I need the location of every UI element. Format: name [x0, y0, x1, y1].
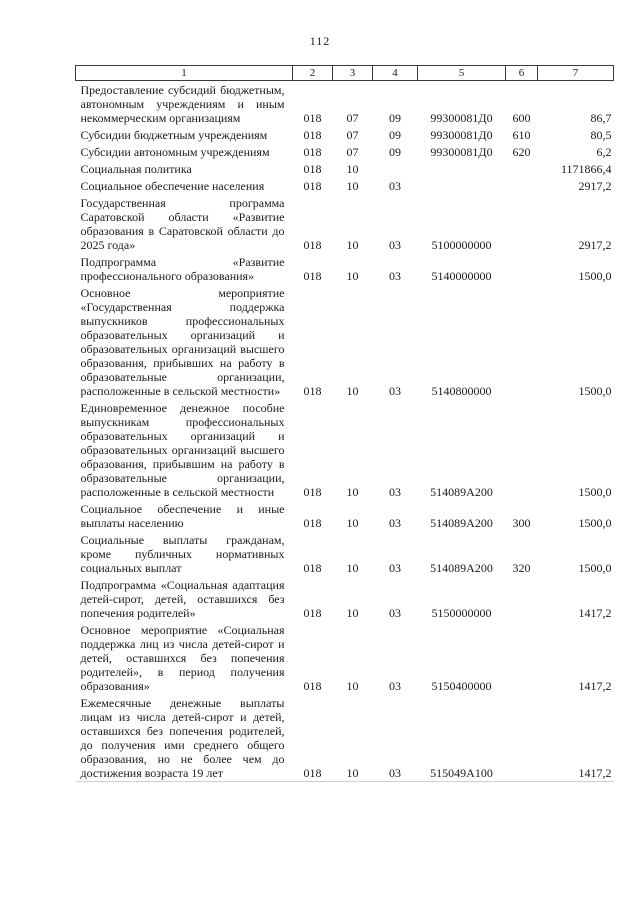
row-value-col4: 03	[389, 269, 401, 283]
row-description: Социальное обеспечение населения	[80, 179, 265, 193]
row-description: Предоставление субсидий бюджетным, автономным учреждениям и иным некоммерческим организациям	[80, 83, 285, 125]
table-row	[76, 284, 614, 399]
row-value-col2: 018	[303, 111, 322, 125]
row-value-col6: 600	[512, 111, 531, 125]
row-description: Субсидии автономным учреждениям	[80, 145, 270, 159]
row-value-col7: 1417,2	[578, 679, 612, 693]
row-value-col7: 1500,0	[578, 516, 612, 530]
row-value-col7: 2917,2	[578, 238, 612, 252]
row-value-col7: 1417,2	[578, 766, 612, 780]
row-value-col5	[418, 160, 506, 177]
row-value-col3: 10	[346, 561, 359, 575]
row-value-col6	[506, 576, 538, 621]
row-value-col2: 018	[303, 238, 322, 252]
row-value-col2: 018	[303, 179, 322, 193]
row-value-col3: 10	[346, 766, 359, 780]
row-value-col5: 5100000000	[431, 238, 492, 252]
row-value-col6: 610	[512, 128, 531, 142]
row-description: Социальные выплаты гражданам, кроме публичных нормативных социальных выплат	[80, 533, 285, 575]
row-value-col4	[373, 160, 418, 177]
row-value-col2: 018	[303, 269, 322, 283]
table-row	[76, 177, 614, 194]
row-value-col3: 10	[346, 485, 359, 499]
row-value-col4: 03	[389, 384, 401, 398]
row-value-col7: 1417,2	[578, 606, 612, 620]
row-value-col6: 320	[512, 561, 531, 575]
row-value-col4: 03	[389, 238, 401, 252]
row-value-col5: 514089А200	[430, 561, 493, 575]
table-row	[76, 694, 614, 782]
page-number: 112	[309, 34, 331, 48]
header-cell-col6: 6	[506, 66, 538, 81]
row-value-col5: 515049А100	[430, 766, 493, 780]
row-value-col5: 5150000000	[431, 606, 492, 620]
row-value-col6: 300	[512, 516, 531, 530]
row-value-col5: 5140800000	[431, 384, 492, 398]
table-row	[76, 143, 614, 160]
row-value-col3: 07	[346, 128, 359, 142]
table-row	[76, 81, 614, 127]
table-row	[76, 399, 614, 500]
row-value-col3: 10	[346, 238, 359, 252]
row-value-col6	[506, 694, 538, 782]
row-value-col5: 99300081Д0	[430, 128, 493, 142]
row-description: Социальное обеспечение и иные выплаты населению	[80, 502, 285, 530]
table-row	[76, 253, 614, 284]
row-description: Подпрограмма «Развитие профессионального образования»	[80, 255, 285, 283]
row-description: Основное мероприятие «Социальная поддержка лиц из числа детей-сирот и детей, оставшихся без попечения родителей», в период получения образования»	[80, 623, 285, 693]
row-description: Ежемесячные денежные выплаты лицам из числа детей-сирот и детей, оставшихся без попечения родителей, до получения ими среднего общего образования, но не более чем до достижения возраста 19 лет	[80, 696, 285, 780]
header-cell-col1: 1	[76, 66, 293, 81]
table-row	[76, 126, 614, 143]
row-value-col7: 1171866,4	[560, 162, 612, 176]
table-row	[76, 531, 614, 576]
row-value-col2: 018	[303, 766, 322, 780]
table-body	[76, 81, 614, 782]
header-cell-col5: 5	[418, 66, 506, 81]
row-value-col3: 10	[346, 606, 359, 620]
row-value-col5: 5140000000	[431, 269, 492, 283]
row-value-col4: 03	[389, 606, 401, 620]
row-value-col3: 07	[346, 111, 359, 125]
row-value-col7: 80,5	[590, 128, 612, 142]
row-value-col4: 09	[389, 145, 401, 159]
row-value-col7: 1500,0	[578, 384, 612, 398]
row-value-col4: 03	[389, 766, 401, 780]
row-value-col3: 10	[346, 179, 359, 193]
header-cell-col7: 7	[538, 66, 614, 81]
row-value-col7: 6,2	[596, 145, 612, 159]
row-value-col3: 10	[346, 384, 359, 398]
row-value-col2: 018	[303, 384, 322, 398]
row-value-col2: 018	[303, 162, 322, 176]
table-row	[76, 621, 614, 694]
header-cell-col3: 3	[333, 66, 373, 81]
row-value-col6	[506, 177, 538, 194]
row-value-col6	[506, 253, 538, 284]
row-value-col5	[418, 177, 506, 194]
row-value-col3: 10	[346, 516, 359, 530]
row-value-col5: 99300081Д0	[430, 111, 493, 125]
row-value-col4: 03	[389, 561, 401, 575]
row-value-col4: 03	[389, 679, 401, 693]
row-value-col7: 1500,0	[578, 561, 612, 575]
row-value-col6	[506, 621, 538, 694]
row-value-col7: 2917,2	[578, 179, 612, 193]
row-value-col3: 10	[346, 162, 359, 176]
row-description: Государственная программа Саратовской области «Развитие образования в Саратовской области до 2025 года»	[80, 196, 285, 252]
table-header-row	[76, 66, 614, 81]
row-description: Единовременное денежное пособие выпускникам профессиональных образовательных организаций и образовательных организаций высшего образования, прибывшим на работу в образовательные организации, расположенные в сельской местности	[80, 401, 285, 499]
row-value-col5: 514089А200	[430, 485, 493, 499]
row-value-col5: 514089А200	[430, 516, 493, 530]
row-description: Субсидии бюджетным учреждениям	[80, 128, 268, 142]
header-cell-col2: 2	[293, 66, 333, 81]
row-description: Основное мероприятие «Государственная поддержка выпускников профессиональных образовательных организаций и образовательных организаций высшего образования, прибывших на работу в образовательные организации, расположенные в сельской местности»	[80, 286, 285, 398]
row-value-col7: 1500,0	[578, 485, 612, 499]
row-value-col2: 018	[303, 128, 322, 142]
row-value-col2: 018	[303, 606, 322, 620]
header-cell-col4: 4	[373, 66, 418, 81]
row-value-col3: 10	[346, 269, 359, 283]
row-value-col6: 620	[512, 145, 531, 159]
row-value-col3: 10	[346, 679, 359, 693]
row-value-col6	[506, 160, 538, 177]
row-value-col4: 09	[389, 111, 401, 125]
row-value-col4: 03	[389, 179, 401, 193]
row-value-col4: 03	[389, 516, 401, 530]
row-value-col6	[506, 399, 538, 500]
table-row	[76, 160, 614, 177]
row-value-col2: 018	[303, 145, 322, 159]
table-row	[76, 576, 614, 621]
row-value-col6	[506, 194, 538, 253]
row-value-col7: 86,7	[590, 111, 612, 125]
row-value-col4: 09	[389, 128, 401, 142]
table-row	[76, 500, 614, 531]
row-value-col2: 018	[303, 516, 322, 530]
row-value-col2: 018	[303, 679, 322, 693]
row-description: Социальная политика	[80, 162, 192, 176]
row-value-col2: 018	[303, 561, 322, 575]
row-value-col3: 07	[346, 145, 359, 159]
row-value-col5: 99300081Д0	[430, 145, 493, 159]
row-value-col2: 018	[303, 485, 322, 499]
budget-table	[75, 65, 614, 782]
row-value-col4: 03	[389, 485, 401, 499]
row-value-col5: 5150400000	[431, 679, 492, 693]
row-description: Подпрограмма «Социальная адаптация детей-сирот, детей, оставшихся без попечения родителей»	[80, 578, 285, 620]
row-value-col6	[506, 284, 538, 399]
row-value-col7: 1500,0	[578, 269, 612, 283]
table-row	[76, 194, 614, 253]
